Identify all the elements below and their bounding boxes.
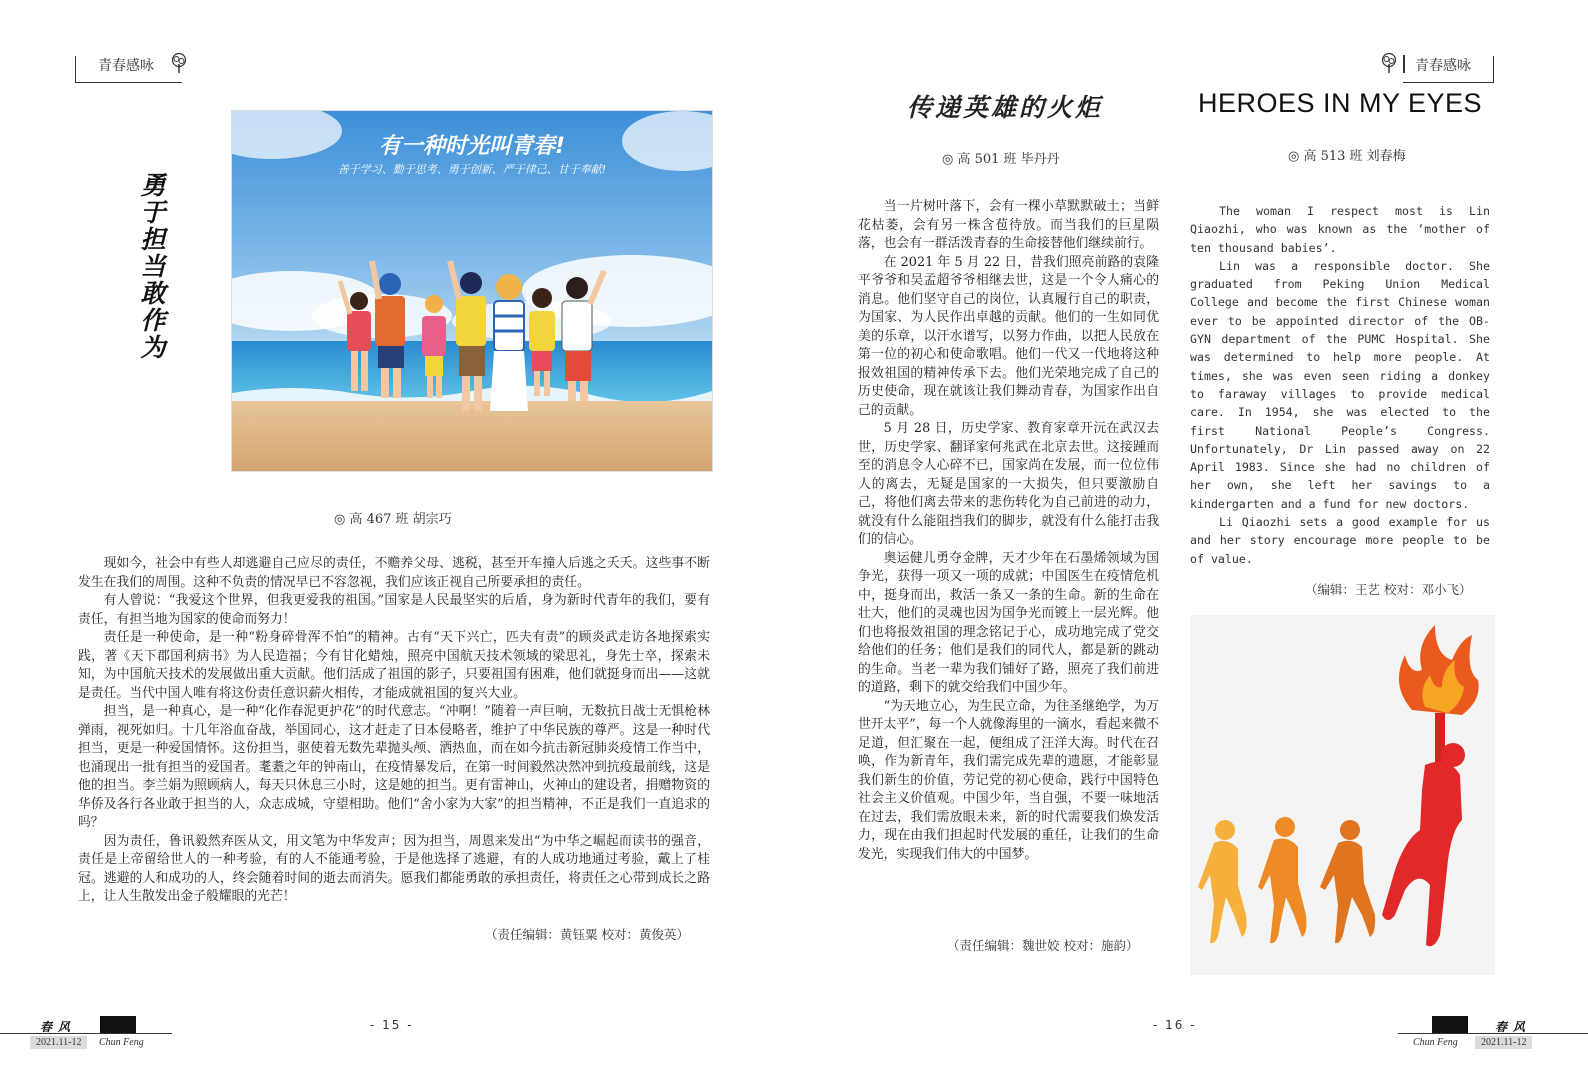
credit-cn: （责任编辑：魏世姣 校对：施韵） bbox=[947, 938, 1139, 953]
section-tag-divider bbox=[1403, 55, 1405, 73]
page-number-left: - 15 - bbox=[370, 1018, 414, 1032]
article-title-cn: 传递英雄的火炬 bbox=[906, 93, 1103, 122]
section-tag-left: 青春感咏 bbox=[98, 58, 154, 74]
footer-cn-left: 春风 bbox=[40, 1020, 77, 1034]
paragraph: 现如今，社会中有些人却逃避自己应尽的责任，不赡养父母、逃税，甚至开车撞人后逃之夭夭。这些事不断发生在我们的周围。这种不负责的情况早已不容忽视，我们应该正视自己所要承担的责任。 bbox=[78, 556, 710, 590]
credit-en: （编辑：王艺 校对：邓小飞） bbox=[1305, 582, 1472, 597]
paragraph: 有人曾说：“我爱这个世界，但我更爱我的祖国。”国家是人民最坚实的后盾，身为新时代青年的我们，要有责任，有担当地为国家的使命而努力！ bbox=[78, 593, 710, 627]
footer-brand-right: Chun Feng bbox=[1413, 1037, 1458, 1048]
paragraph: 责任是一种使命，是一种“粉身碎骨浑不怕”的精神。古有“天下兴亡，匹夫有责”的顾炎武走访各地探索实践，著《天下郡国利病书》为人民造福；今有甘化蜡烛，照亮中国航天技术领域的梁思礼，身先士卒，探索未知，为中国航天技术的发展做出重大贡献。他们活成了祖国的影子，只要祖国有困难，他们就挺身而出——这就是责任。当代中国人唯有将这份责任意识薪火相传，才能成就祖国的复兴大业。 bbox=[78, 630, 710, 701]
paragraph: 担当，是一种真心，是一种“化作春泥更护花”的时代意志。“冲啊！”随着一声巨响，无数抗日战士无惧枪林弹雨，视死如归。十几年浴血奋战，举国同心，这才赶走了日本侵略者，维护了中华民族的尊严。这是一种时代担当，更是一种爱国情怀。这份担当，驱使着无数先辈抛头颅、洒热血，而在如今抗击新冠肺炎疫情工作当中，也涌现出一批有担当的爱国者。耄耋之年的钟南山，在疫情暴发后，在第一时间毅然决然冲到抗疫最前线，这是他的担当。李兰娟为照顾病人，每天只休息三小时，这是她的担当。更有雷神山，火神山的建设者，捐赠物资的华侨及各行各业敢于担当的人，众志成城，守望相助。他们“舍小家为大家”的担当精神，不正是我们一直追求的吗？ bbox=[78, 704, 710, 830]
paragraph: 奥运健儿勇夺金牌，天才少年在石墨烯领域为国争光，获得一项又一项的成就；中国医生在疫情危机中，挺身而出，救活一条又一条的生命。新的生命在壮大，他们的灵魂也因为国争光而镀上一层光辉。他们也将报效祖国的理念铭记于心，成功地完成了党交给他们的任务；他们是我们的同代人，都是新的跳动的生命。当老一辈为我们铺好了路，照亮了我们前进的道路，剩下的就交给我们中国少年。 bbox=[858, 550, 1159, 695]
footer-cn-right: 春风 bbox=[1495, 1020, 1532, 1034]
youth-poster-illustration bbox=[231, 110, 713, 472]
page-number-right: - 16 - bbox=[1153, 1018, 1197, 1032]
tree-icon bbox=[1380, 52, 1398, 74]
article-en-body bbox=[1190, 202, 1490, 568]
paragraph: 当一片树叶落下，会有一棵小草默默破土；当鲜花枯萎，会有另一株含苞待放。而当我们的巨星陨落，也会有一群活泼青春的生命接替他们继续前行。 bbox=[858, 199, 1159, 251]
footer-date-right: 2021.11-12 bbox=[1475, 1036, 1532, 1049]
footer-date-left: 2021.11-12 bbox=[30, 1036, 87, 1049]
poster-headline: 有一种时光叫青春! bbox=[378, 134, 566, 159]
poster-slogan: 善于学习、勤于思考、勇于创新、严于律己、甘于奉献! bbox=[337, 163, 607, 176]
byline-left: ◎ 高 467 班 胡宗巧 bbox=[334, 512, 452, 527]
tree-icon bbox=[170, 52, 188, 74]
footer-rule-right bbox=[1398, 1033, 1588, 1034]
vertical-title: 勇于担当敢作为 bbox=[137, 172, 166, 361]
footer-block-left bbox=[100, 1016, 136, 1033]
section-tag-right: 青春感咏 bbox=[1415, 58, 1471, 74]
footer-rule-left bbox=[0, 1033, 172, 1034]
paragraph: The woman I respect most is Lin Qiaozhi, who was known as the ‘mother of ten thousand babies’. bbox=[1190, 204, 1490, 255]
byline-en: ◎ 高 513 班 刘春梅 bbox=[1288, 149, 1406, 164]
torch-runners-illustration bbox=[1190, 615, 1495, 975]
paragraph: 5 月 28 日，历史学家、教育家章开沅在武汉去世，历史学家、翻译家何兆武在北京去世。这接踵而至的消息令人心碎不已，国家尚在发展，而一位位伟人的离去，无疑是国家的一大损失，但只要激励自己，将他们离去带来的悲伤转化为自己前进的动力，就没有什么能阻挡我们的脚步，就没有什么能打击我们的信心。 bbox=[858, 421, 1159, 547]
footer-block-right bbox=[1432, 1016, 1468, 1033]
paragraph: Li Qiaozhi sets a good example for us and her story encourage more people to be of value. bbox=[1190, 515, 1490, 566]
credit-left: （责任编辑：黄钰粟 校对：黄俊英） bbox=[485, 927, 689, 942]
footer-brand-left: Chun Feng bbox=[99, 1037, 144, 1048]
byline-cn: ◎ 高 501 班 毕丹丹 bbox=[942, 152, 1060, 167]
paragraph: Lin was a responsible doctor. She graduated from Peking Union Medical College and become the first Chinese woman ever to be appointed director of the OB-GYN department of the PUMC Hospital. She was determined to help more people. At times, she was even seen riding a donkey to faraway villages to provide medical care. In 1954, she was elected to the first National People’s Congress. Unfortunately, Dr Lin passed away on 22 April 1983. Since she had no children of her own, she left her savings to a kindergarten and a fund for new doctors. bbox=[1190, 258, 1490, 511]
paragraph: 因为责任，鲁讯毅然弃医从文，用文笔为中华发声；因为担当，周恩来发出“为中华之崛起而读书的强音，责任是上帝留给世人的一种考验，有的人不能通考验，于是他选择了逃避，有的人成功地通过考验，戴上了桂冠。逃避的人和成功的人，终会随着时间的逝去而消失。愿我们都能勇敢的承担责任，将责任之心带到成长之路上，让人生散发出金子般耀眼的光芒！ bbox=[78, 833, 710, 904]
article-title-en: HEROES IN MY EYES bbox=[1197, 88, 1483, 118]
paragraph: 在 2021 年 5 月 22 日，昔我们照亮前路的袁隆平爷爷和吴孟超爷爷相继去世，这是一个令人痛心的消息。他们坚守自己的岗位，认真履行自己的职责，为国家、为人民作出卓越的贡献。他们的一生如同优美的乐章，以汗水谱写，以努力作曲，以把人民放在第一位的初心和使命歌唱。他们一代又一代地将这种报效祖国的精神传承下去。他们光荣地完成了自己的历史使命，现在就该让我们舞动青春，为国家作出自己的贡献。 bbox=[858, 254, 1159, 418]
article-cn-body bbox=[858, 198, 1159, 864]
article-left-body bbox=[78, 555, 710, 907]
paragraph: “为天地立心，为生民立命，为往圣继绝学，为万世开太平”，每一个人就像海里的一滴水，看起来微不足道，但汇聚在一起，便组成了汪洋大海。时代在召唤，作为新青年，我们需完成先辈的遗愿，才能彰显我们新生的价值，劳记党的初心使命，践行中国特色社会主义价值观。中国少年，当自强，不要一味地活在过去，我们需放眼未来，新的时代需要我们焕发活力，现在由我们担起时代发展的重任，让我们的生命发光，实现我们伟大的中国梦。 bbox=[858, 698, 1159, 862]
